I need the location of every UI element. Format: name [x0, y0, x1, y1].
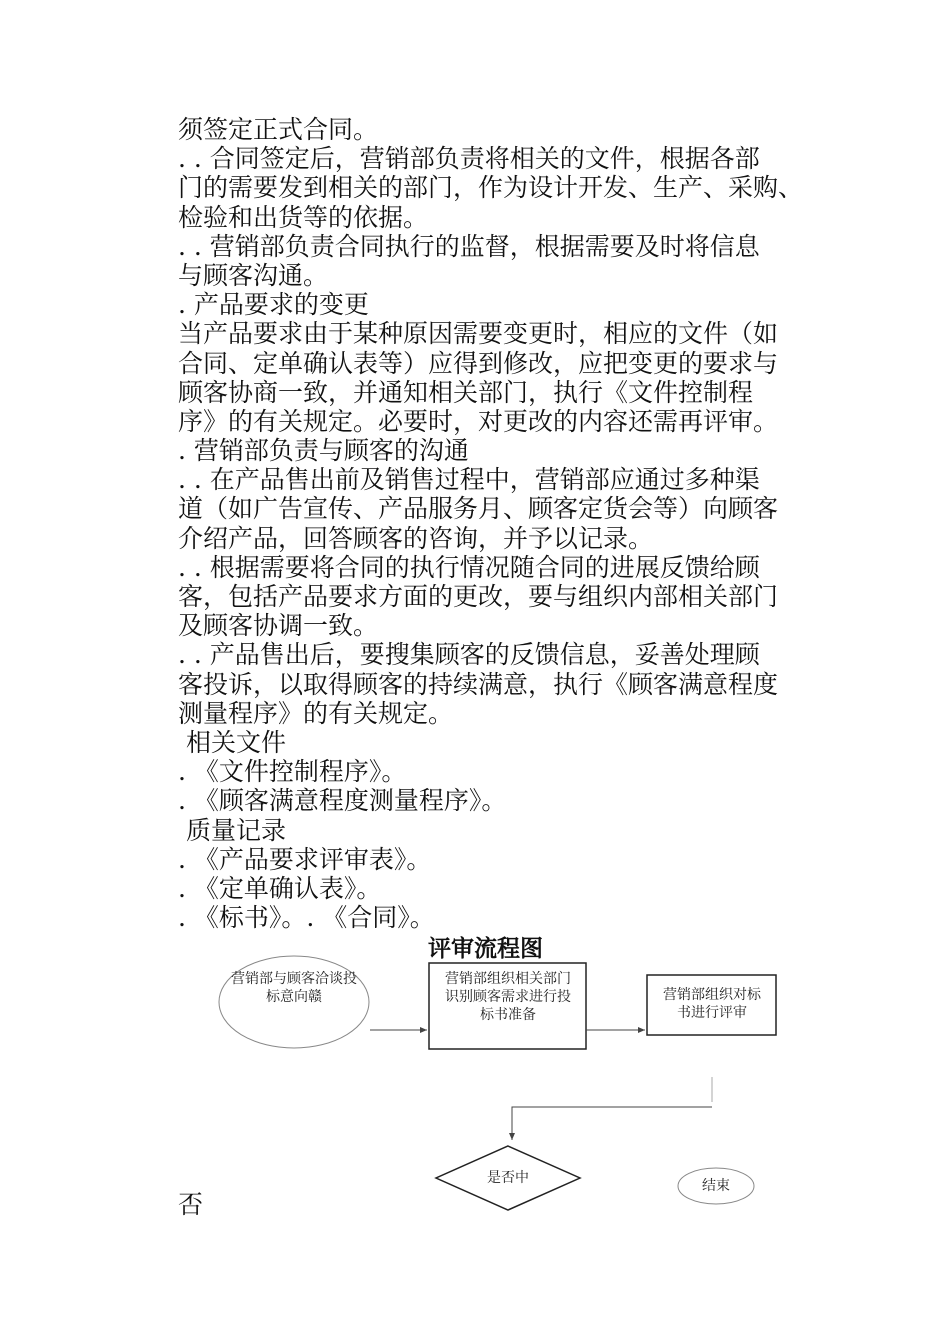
list-item: . 《产品要求评审表》。: [178, 844, 432, 874]
text-line: . . 根据需要将合同的执行情况随合同的进展反馈给顾: [178, 552, 760, 582]
text-line: . . 在产品售出前及销售过程中，营销部应通过多种渠: [178, 465, 760, 495]
text-line: 当产品要求由于某种原因需要变更时，相应的文件（如: [178, 319, 779, 349]
prepare-node-label: 营销部组织相关部门识别顾客需求进行投标书准备: [445, 971, 571, 1023]
text-line: 门的需要发到相关的部门，作为设计开发、生产、采购、: [178, 173, 804, 203]
list-item: . 《文件控制程序》。: [178, 757, 407, 787]
section-heading: 相关文件: [178, 727, 286, 757]
text-line: . . 营销部负责合同执行的监督，根据需要及时将信息: [178, 231, 760, 261]
text-line: 测量程序》的有关规定。: [178, 698, 454, 728]
text-line: 须签定正式合同。: [178, 115, 379, 144]
text-line: 与顾客沟通。: [178, 260, 329, 290]
section-heading: 质量记录: [178, 815, 286, 845]
decision-node-label: 是否中: [487, 1170, 529, 1186]
text-line: 序》的有关规定。必要时，对更改的内容还需再评审。: [178, 406, 779, 436]
start-node-label: 营销部与顾客洽谈投标意向赣: [231, 971, 357, 1005]
text-line: 及顾客协调一致。: [178, 611, 379, 641]
section-heading: . 产品要求的变更: [178, 290, 369, 320]
text-line: 道（如广告宣传、产品服务月、顾客定货会等）向顾客: [178, 494, 779, 524]
list-item: . 《定单确认表》。: [178, 873, 382, 903]
review-node-label: 营销部组织对标书进行评审: [663, 987, 761, 1021]
end-node-label: 结束: [702, 1178, 730, 1194]
document-body: [178, 115, 838, 932]
text-line: 顾客协商一致，并通知相关部门，执行《文件控制程: [178, 377, 754, 407]
text-line: 合同、定单确认表等）应得到修改，应把变更的要求与: [178, 348, 779, 378]
list-item: . 《顾客满意程度测量程序》。: [178, 786, 507, 816]
list-item: . 《标书》。. 《合同》。: [178, 903, 435, 933]
connector-to-decision: [512, 1107, 712, 1140]
flowchart-title: 评审流程图: [428, 936, 543, 962]
text-line: 客，包括产品要求方面的更改，要与组织内部相关部门: [178, 582, 779, 611]
no-branch-label: 否: [178, 1190, 204, 1219]
section-heading: . 营销部负责与顾客的沟通: [178, 436, 469, 466]
text-line: . . 合同签定后，营销部负责将相关的文件，根据各部: [178, 144, 760, 174]
text-line: 检验和出货等的依据。: [178, 202, 429, 232]
text-line: 介绍产品，回答顾客的咨询，并予以记录。: [178, 523, 654, 553]
text-line: 客投诉，以取得顾客的持续满意，执行《顾客满意程度: [178, 669, 779, 699]
text-line: . . 产品售出后，要搜集顾客的反馈信息，妥善处理顾: [178, 640, 760, 670]
